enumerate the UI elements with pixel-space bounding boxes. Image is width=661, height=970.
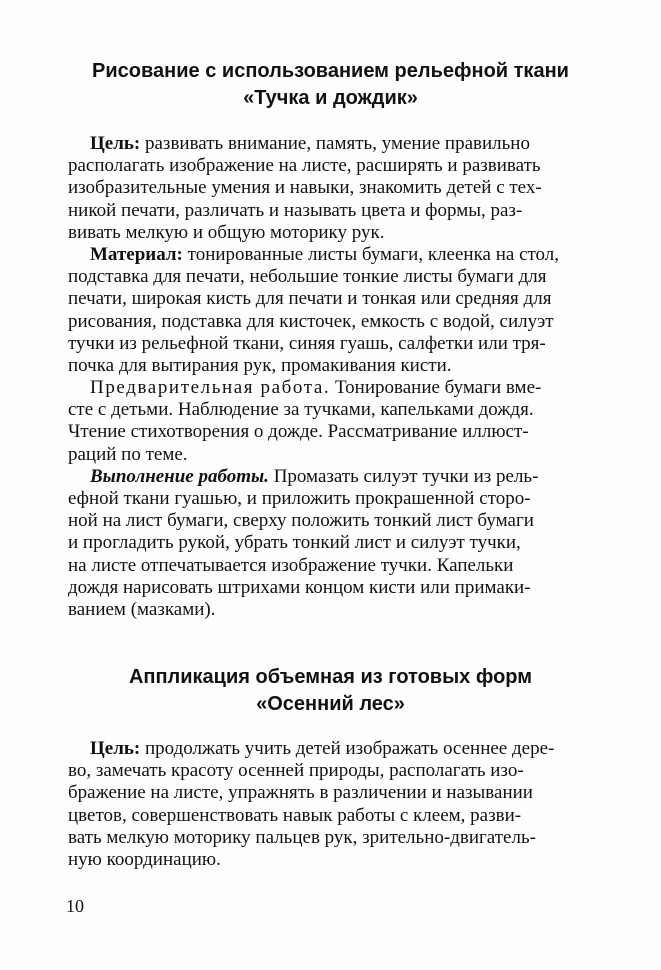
text-line: изобразительные умения и навыки, знакомить детей с тех- — [68, 177, 542, 199]
text-line: почка для вытирания рук, промакивания кисти. — [68, 354, 452, 376]
material-label: Материал: — [90, 243, 183, 265]
text-line: сте с детьми. Наблюдение за тучками, капельками дождя. — [68, 399, 534, 421]
text-line: ефной ткани гуашью, и приложить прокрашенной сторо- — [68, 488, 531, 509]
procedure-paragraph — [68, 466, 590, 621]
text-line: Выполнение работы. Промазать силуэт тучки из рель- — [90, 465, 539, 487]
goal-label: Цель: — [90, 738, 141, 759]
material-paragraph — [68, 244, 590, 377]
text-line: тучки из рельефной ткани, синяя гуашь, салфетки или тря- — [68, 332, 546, 354]
text-line: Предварительная работа. Тонирование бумаги вме- — [90, 377, 542, 399]
section-1-body — [68, 133, 590, 621]
section-2-title-line-1: Аппликация объемная из готовых форм — [128, 666, 533, 688]
text-line: во, замечать красоту осенней природы, располагать изо- — [68, 760, 524, 782]
text-line: Цель: продолжать учить детей изображать осеннее дере- — [90, 738, 555, 759]
section-1-title-line-2: «Тучка и дождик» — [243, 87, 418, 109]
text-line: подставка для печати, небольшие тонкие листы бумаги для — [68, 266, 547, 288]
procedure-label: Выполнение работы. — [90, 465, 269, 487]
text-line: рисования, подставка для кисточек, емкость с водой, силуэт — [68, 310, 554, 332]
text-line: никой печати, различать и называть цвета и формы, раз- — [68, 199, 523, 221]
text-line: располагать изображение на листе, расширять и развивать — [68, 155, 541, 177]
text-line: ную координацию. — [68, 848, 221, 870]
page-number: 10 — [66, 896, 84, 916]
text-line: раций по теме. — [68, 443, 188, 465]
text-line: Материал: тонированные листы бумаги, клеенка на стол, — [90, 243, 560, 265]
text-line: вать мелкую моторику пальцев рук, зрительно-двигатель- — [68, 826, 536, 848]
section-2-title — [40, 664, 621, 718]
text-line: ной на лист бумаги, сверху положить тонкий лист бумаги — [68, 510, 534, 532]
goal-paragraph — [68, 738, 590, 871]
goal-paragraph — [68, 133, 590, 244]
text-line: дождя нарисовать штрихами концом кисти или примаки- — [68, 576, 531, 598]
text-line: цветов, совершенствовать навык работы с клеем, разви- — [68, 804, 522, 826]
text-line: печати, широкая кисть для печати и тонкая или средняя для — [68, 288, 552, 310]
section-1-title-line-1: Рисование с использованием рельефной ткани — [92, 60, 569, 82]
text-line: на листе отпечатывается изображение тучки. Капельки — [68, 554, 514, 576]
text-line: и прогладить рукой, убрать тонкий лист и силуэт тучки, — [68, 532, 521, 554]
section-2-title-line-2: «Осенний лес» — [256, 693, 405, 715]
goal-label: Цель: — [90, 133, 141, 154]
preparation-paragraph — [68, 377, 590, 466]
section-2-body — [68, 738, 590, 871]
section-1-title — [40, 58, 621, 112]
text-line: Цель: развивать внимание, память, умение правильно — [90, 133, 530, 154]
preparation-label: Предварительная работа. — [90, 377, 331, 399]
text-line: Чтение стихотворения о дожде. Рассматривание иллюст- — [68, 421, 529, 443]
text-line: вивать мелкую и общую моторику рук. — [68, 221, 385, 243]
text-line: бражение на листе, упражнять в различении и назывании — [68, 782, 533, 804]
text-line: ванием (мазками). — [68, 598, 216, 620]
